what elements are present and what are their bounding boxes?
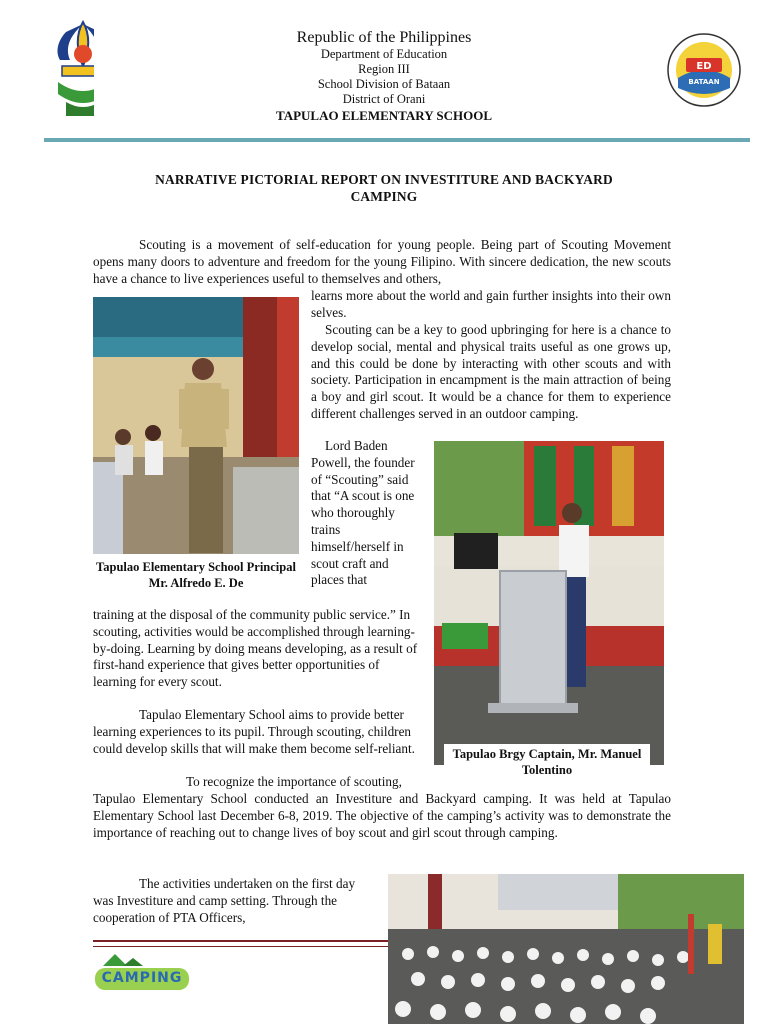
district-line: District of Orani [342, 92, 426, 106]
paragraph-4: Tapulao Elementary School aims to provide better learning experiences to its pupil. Through scouting, children could develop skills that will make them become self-reliant. [93, 707, 415, 756]
camping-logo-text: CAMPING [101, 970, 183, 986]
photo-barangay-captain-caption: Tapulao Brgy Captain, Mr. Manuel Tolentino [444, 744, 650, 778]
division-line: School Division of Bataan [317, 77, 451, 91]
svg-text:ED: ED [696, 61, 712, 72]
photo-barangay-captain [434, 441, 664, 765]
division-seal-logo [664, 22, 742, 122]
letterhead [0, 0, 768, 150]
paragraph-3-narrow: Lord Baden Powell, the founder of “Scouting” said that “A scout is one who thoroughly trains himself/herself in scout craft and places that [311, 438, 415, 588]
photo-investiture-crowd [388, 874, 744, 1024]
photo-principal-caption: Tapulao Elementary School Principal Mr. Alfredo E. De [96, 560, 296, 590]
paragraph-1-continuation: learns more about the world and gain further insights into their own selves. [311, 288, 671, 320]
photo-principal [93, 297, 299, 554]
report-title-line-2: CAMPING [350, 189, 418, 204]
header-text-block [94, 28, 674, 124]
footer-rule [93, 940, 389, 947]
paragraph-6: The activities undertaken on the first day was Investiture and camp setting. Through the cooperation of PTA Officers, [93, 876, 356, 925]
republic-line: Republic of the Philippines [296, 29, 472, 46]
header-rule [44, 138, 750, 142]
seal-bataan-text: BATAAN [688, 78, 720, 86]
camping-logo [93, 952, 191, 994]
report-title-line-1: NARRATIVE PICTORIAL REPORT ON INVESTITURE AND BACKYARD [155, 172, 613, 187]
report-title [94, 171, 674, 205]
paragraph-1: Scouting is a movement of self-education for young people. Being part of Scouting Movement opens many doors to adventure and freedom for the young Filipino. With sincere dedication, the new scouts have a chance to live experiences useful to themselves and others, [93, 237, 671, 286]
school-name-line: TAPULAO ELEMENTARY SCHOOL [276, 108, 492, 123]
paragraph-3-rest: training at the disposal of the community public service.” In scouting, activities would be accomplished through learning-by-doing. Learning by doing means developing, as a result of first-hand experience that gives better opportunities of learning for every scout. [93, 607, 418, 690]
paragraph-2: Scouting can be a key to good upbringing for here is a chance to develop social, mental and physical traits useful as one grows up, and this could be done by interacting with other scouts and with society. Participation in encampment is the main attraction of being a boy and girl scout. It would be a chance for them to experience different challenges served in an outdoor camping. [311, 322, 671, 421]
paragraph-5: Tapulao Elementary School conducted an Investiture and Backyard camping. It was held at Tapulao Elementary School last December 6-8, 2019. The objective of the camping’s activity was to demonstrate the importance of reaching out to change lives of boy scout and girl scout through camping. [93, 791, 671, 840]
region-line: Region III [358, 62, 410, 76]
paragraph-5-first-line: To recognize the importance of scouting, [186, 774, 402, 789]
department-line: Department of Education [320, 47, 448, 61]
